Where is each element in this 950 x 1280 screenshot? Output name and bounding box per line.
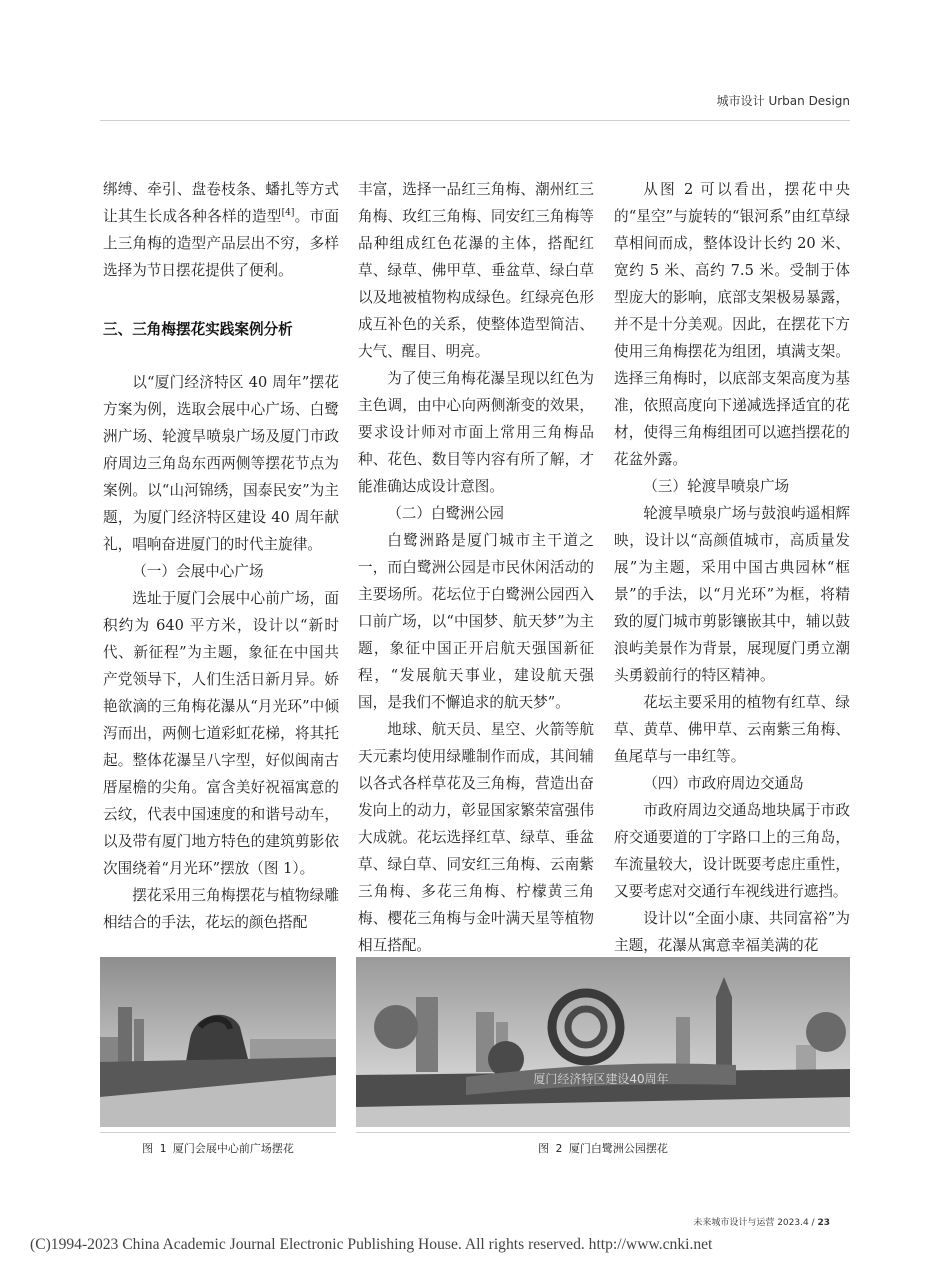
figure-1-caption: 图 1 厦门会展中心前广场摆花 xyxy=(142,1142,294,1155)
paragraph: 选址于厦门会展中心前广场，面积约为 640 平方米，设计以“新时代、新征程”为主题，象征在中国共产党领导下，人们生活日新月异。娇艳欲滴的三角梅花瀑从“月光环”中倾泻而出，两侧七道彩虹花梯，将其托起。整体花瀑呈八字型，好似闽南古厝屋檐的尖角。富含美好祝福寓意的云纹，代表中国速度的和谐号动车，以及带有厦门地方特色的建筑剪影依次围绕着“月光环”摆放（图 1）。 xyxy=(103,590,339,877)
citation-ref: [4] xyxy=(281,208,295,219)
text-column-1 xyxy=(103,176,339,936)
figure-1-illustration xyxy=(100,957,336,1127)
building xyxy=(118,1007,132,1062)
paragraph: 为了使三角梅花瀑呈现以红色为主色调，由中心向两侧渐变的效果，要求设计师对市面上常用三角梅品种、花色、数目等内容有所了解，才能准确达成设计意图。 xyxy=(358,370,594,495)
banner-text: 厦门经济特区建设40周年 xyxy=(533,1072,669,1086)
tree xyxy=(374,1005,418,1049)
figure-1-photo xyxy=(100,957,336,1127)
text-column-3 xyxy=(614,176,850,959)
caption-rule xyxy=(100,1132,336,1133)
paragraph: 白鹭洲路是厦门城市主干道之一，而白鹭洲公园是市民休闲活动的主要场所。花坛位于白鹭洲公园西入口前广场，以“中国梦、航天梦”为主题，象征中国正开启航天强国新征程，“发展航天事业，建设航天强国，是我们不懈追求的航天梦”。 xyxy=(358,532,594,711)
subsection-heading: （二）白鹭洲公园 xyxy=(387,505,504,522)
issue-number: 2023.4 / xyxy=(777,1218,815,1228)
paragraph-text: 绑缚、牵引、盘卷枝条、蟠扎等方式让其生长成各种各样的造型 xyxy=(103,181,339,225)
building xyxy=(100,1037,118,1062)
paragraph: 地球、航天员、星空、火箭等航天元素均使用绿雕制作而成，其间辅以各式各样草花及三角梅，营造出奋发向上的动力，彰显国家繁荣富强伟大成就。花坛选择红草、绿草、垂盆草、绿白草、同安红三角梅、云南紫三角梅、多花三角梅、柠檬黄三角梅、樱花三角梅与金叶满天星等植物相互搭配。 xyxy=(358,721,594,954)
paragraph: 花坛主要采用的植物有红草、绿草、黄草、佛甲草、云南紫三角梅、鱼尾草与一串红等。 xyxy=(614,694,850,765)
paragraph: 市政府周边交通岛地块属于市政府交通要道的丁字路口上的三角岛，车流量较大，设计既要考虑庄重性，又要考虑对交通行车视线进行遮挡。 xyxy=(614,802,850,900)
figure-2-caption: 图 2 厦门白鹭洲公园摆花 xyxy=(538,1142,668,1155)
header-rule xyxy=(100,120,850,121)
journal-name: 未来城市设计与运营 xyxy=(693,1218,775,1228)
running-header: 城市设计 Urban Design xyxy=(716,94,850,108)
figure-2-illustration xyxy=(356,957,850,1127)
subsection-heading: （三）轮渡旱喷泉广场 xyxy=(643,478,790,495)
paragraph: 丰富，选择一品红三角梅、潮州红三角梅、玫红三角梅、同安红三角梅等品种组成红色花瀑的主体，搭配红草、绿草、佛甲草、垂盆草、绿白草以及地被植物构成绿色。红绿亮色形成互补色的关系，使整体造型简洁、大气、醒目、明亮。 xyxy=(358,181,594,360)
building xyxy=(134,1019,144,1062)
text-column-2 xyxy=(358,176,594,959)
paragraph: 从图 2 可以看出，摆花中央的“星空”与旋转的“银河系”由红草绿草相间而成，整体设计长约 20 米、宽约 5 米、高约 7.5 米。受制于体型庞大的影响，底部支架极易暴露，并不是十分美观。因此，在摆花下方使用三角梅摆花为组团，填满支架。选择三角梅时，以底部支架高度为基准，依照高度向下递减选择适宜的花材，使得三角梅组团可以遮挡摆花的花盆外露。 xyxy=(614,181,850,468)
subsection-heading: （一）会展中心广场 xyxy=(132,563,264,580)
page-number: 23 xyxy=(817,1218,830,1228)
building xyxy=(416,997,438,1072)
tree xyxy=(806,1012,846,1052)
copyright-notice: (C)1994-2023 China Academic Journal Electronic Publishing House. All rights reserved. http://www.cnki.net xyxy=(30,1236,713,1253)
subsection-heading: （四）市政府周边交通岛 xyxy=(643,775,804,792)
paragraph: 以“厦门经济特区 40 周年”摆花方案为例，选取会展中心广场、白鹭洲广场、轮渡旱喷泉广场及厦门市政府周边三角岛东西两侧等摆花节点为案例。以“山河锦绣，国泰民安”为主题，为厦门经济特区建设 40 周年献礼，唱响奋进厦门的时代主旋律。 xyxy=(103,374,339,553)
paragraph: 轮渡旱喷泉广场与鼓浪屿遥相辉映，设计以“高颜值城市，高质量发展”为主题，采用中国古典园林“框景”的手法，以“月光环”为框，将精致的厦门城市剪影镶嵌其中，辅以鼓浪屿美景作为背景，展现厦门勇立潮头勇毅前行的特区精神。 xyxy=(614,505,850,684)
section-heading: 三、三角梅摆花实践案例分析 xyxy=(103,321,293,338)
paragraph: 摆花采用三角梅摆花与植物绿雕相结合的手法，花坛的颜色搭配 xyxy=(103,887,339,931)
paragraph-text: 。市面上三角梅的造型产品层出不穷，多样选择为节日摆花提供了便利。 xyxy=(103,208,339,279)
figure-2-photo xyxy=(356,957,850,1127)
page-footer xyxy=(693,1215,830,1228)
paragraph: 设计以“全面小康、共同富裕”为主题，花瀑从寓意幸福美满的花 xyxy=(614,910,850,954)
paragraph xyxy=(103,176,339,284)
caption-rule xyxy=(356,1132,850,1133)
